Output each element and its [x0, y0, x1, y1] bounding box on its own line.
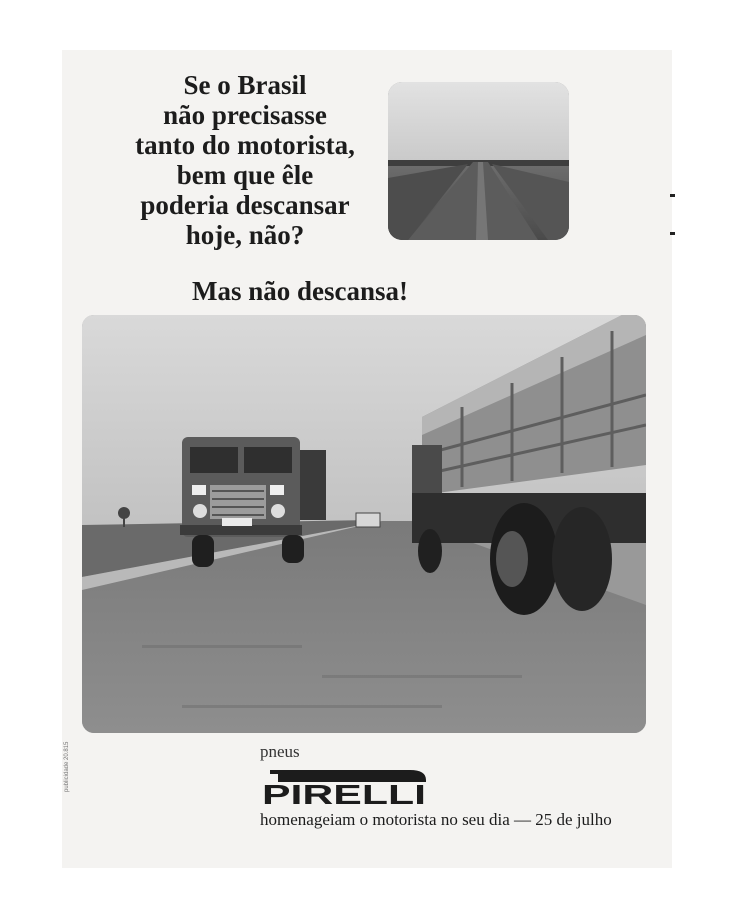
headline [100, 70, 390, 250]
tagline: homenageiam o motorista no seu dia — 25 de julho [260, 810, 612, 829]
headline-line: não precisasse [163, 100, 327, 130]
headline-line: hoje, não? [185, 220, 305, 250]
pneus-label: pneus [260, 742, 300, 761]
svg-text:PIRELLI: PIRELLI [262, 779, 426, 806]
pirelli-logo [260, 768, 428, 806]
side-code: publicidade 20.815 [64, 741, 70, 792]
headline-line: Se o Brasil [183, 70, 307, 100]
subhead: Mas não descansa! [191, 276, 408, 306]
headline-line: bem que êle [176, 160, 314, 190]
edge-mark [670, 194, 675, 197]
headline-line: tanto do motorista, [135, 130, 355, 160]
empty-road-photo [388, 82, 569, 240]
edge-mark [670, 232, 675, 235]
trucks-on-highway-photo [82, 315, 646, 733]
headline-line: poderia descansar [140, 190, 350, 220]
